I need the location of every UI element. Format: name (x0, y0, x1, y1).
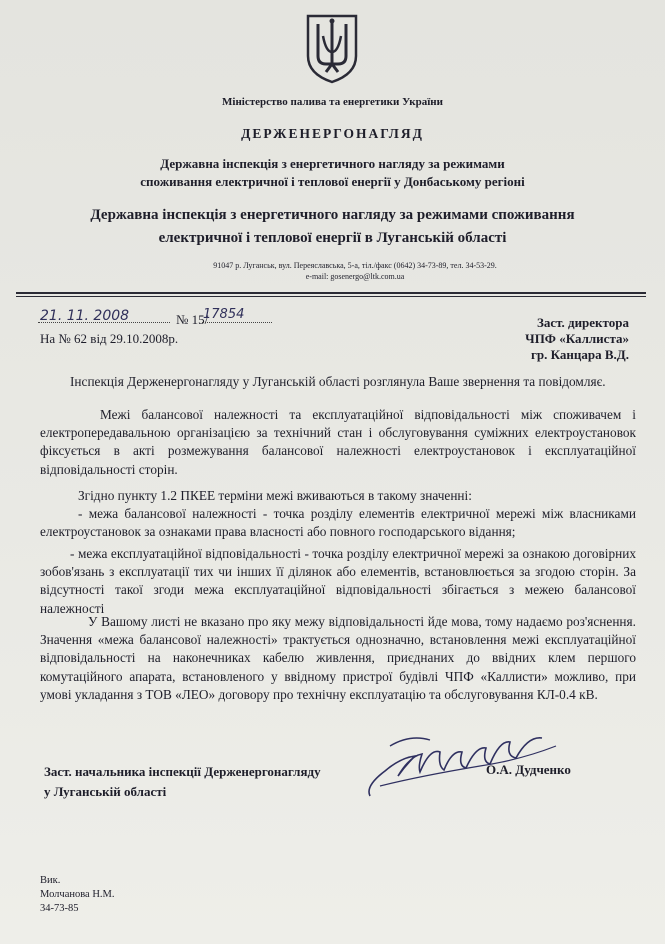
body-paragraph: Згідно пункту 1.2 ПКЕЕ терміни межі вживаються в такому значенні: (78, 488, 472, 503)
definition-operational-boundary: - межа експлуатаційної відповідальності - точка розділу електричної мережі за ознакою договірних зобов'язань з експлуатації тих чи інших її ділянок або елементів, встановлюється за згодою сторін. За відсутності такої згоди межа експлуатаційної відповідальності збігається з межею балансової належності (40, 546, 636, 616)
body-paragraph: Межі балансової належності та експлуатаційної відповідальності між споживачем і електропередавальною організацією за технічний стан і обслуговування суміжних електроустановок фіксується в акті розмежування балансової належності електроустановок і експлуатаційної відповідальності сторін. (40, 407, 636, 477)
header-divider-thin (16, 296, 646, 297)
postal-address: 91047 р. Луганськ, вул. Переяславська, 5-а, тіл./факс (0642) 34-73-89, тел. 34-53-29. (213, 261, 497, 270)
executor-phone: 34-73-85 (40, 903, 79, 914)
email-address: e-mail: gosenergo@ltk.com.ua (305, 272, 405, 281)
oblast-inspection-line-1: Державна інспекція з енергетичного нагляду за режимами споживання (90, 207, 575, 223)
recipient-line-2: ЧПФ «Каллиста» (525, 331, 629, 346)
ministry-name: Міністерство палива та енергетики України (222, 96, 443, 108)
signatory-name: О.А. Дудченко (486, 762, 571, 777)
recipient-line-3: гр. Канцара В.Д. (531, 347, 629, 362)
tryzub-coat-of-arms-icon (302, 12, 362, 89)
definition-balance-boundary (40, 505, 636, 541)
date-dotted-line (38, 322, 170, 323)
regional-inspection-line-1: Державна інспекція з енергетичного нагляду за режимами (160, 156, 505, 171)
signatory-title (44, 762, 321, 802)
executor-name: Молчанова Н.М. (40, 889, 115, 900)
body-paragraph: Інспекція Держенергонагляду у Луганській області розглянула Ваше звернення та повідомляє. (70, 374, 606, 389)
executor-label: Вик. (40, 875, 61, 886)
regional-inspection-line-2: споживання електричної і теплової енергії у Донбаському регіоні (140, 174, 525, 189)
address-block (0, 260, 665, 282)
outgoing-date: 21. 11. 2008 (40, 308, 130, 324)
definition-text: - межа балансової належності - точка розділу елементів електричної мережі між власниками електроустановок за ознаками права власності або повного господарського відання; (40, 506, 636, 540)
signatory-title-line-2: у Луганській області (44, 784, 167, 799)
agency-name: ДЕРЖЕНЕРГОНАГЛЯД (241, 126, 424, 141)
header-divider (16, 292, 646, 294)
recipient-line-1: Заст. директора (536, 315, 629, 330)
signatory-title-line-1: Заст. начальника інспекції Держенергонагляду (44, 764, 321, 779)
body-paragraph: У Вашому листі не вказано про яку межу відповідальності йде мова, тому надаємо роз'яснення. Значення «межа балансової належності» трактується однозначно, встановлення межі експлуатаційної відповідальності на наконечниках кабелю живлення, приєднаних до ввідних клем першого комутаційного апарата, встановленого у ввідному пристрої будівлі ЧПФ «Каллисти» можливо, при умові укладання з ТОВ «ЛЕО» договору про технічну експлуатацію та обслуговування КЛ-0.4 кВ. (40, 614, 636, 702)
outgoing-number-label: № 15/ (176, 312, 209, 327)
number-dotted-line (202, 322, 272, 323)
incoming-reference: На № 62 від 29.10.2008р. (40, 331, 179, 346)
outgoing-number: 17854 (203, 307, 245, 322)
oblast-inspection-line-2: електричної і теплової енергії в Луганській області (158, 230, 507, 246)
executor-block (40, 874, 115, 916)
